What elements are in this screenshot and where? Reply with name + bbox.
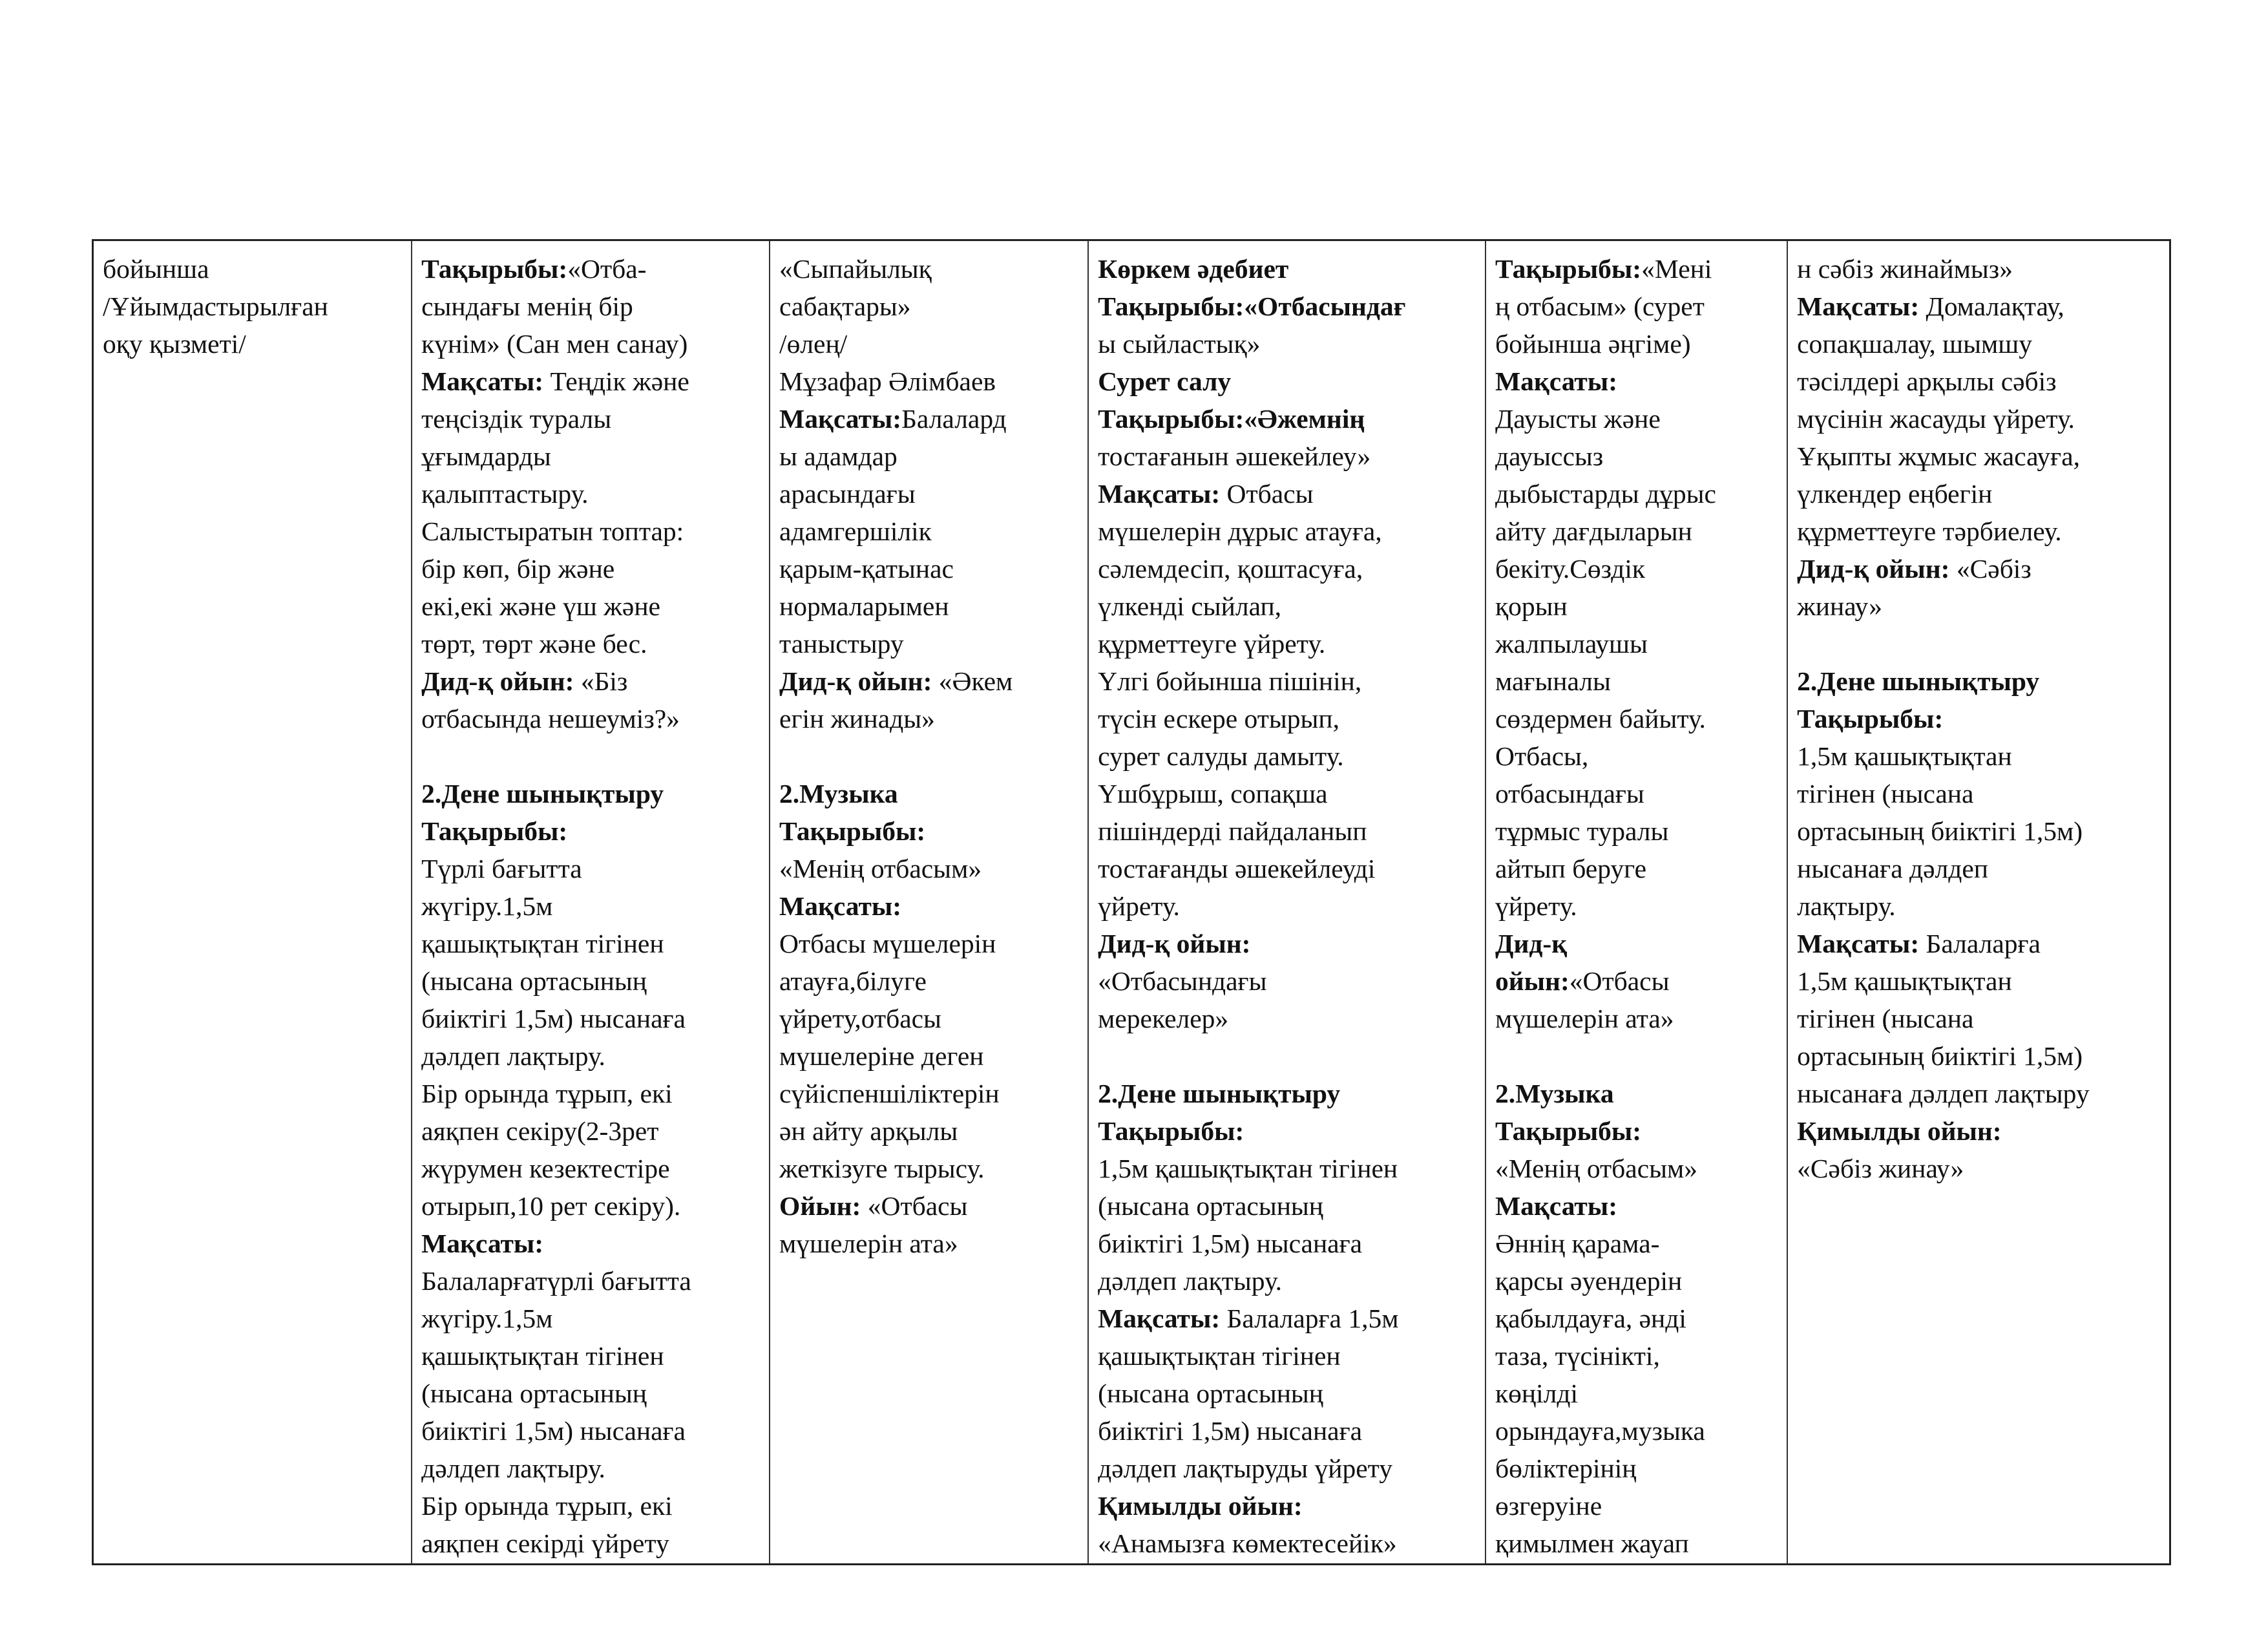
cell-text-line: қашықтықтан тігінен	[1098, 1341, 1341, 1371]
cell-text-line: сындағы менің бір	[421, 291, 633, 321]
cell-text-line	[1495, 962, 1779, 1000]
table-column-5	[1486, 241, 1788, 1563]
cell-text-line: қабылдауға, әнді	[1495, 1304, 1686, 1333]
cell-text-line: Бір орында тұрып, екі	[421, 1491, 673, 1521]
cell-text-line	[1098, 1037, 1477, 1075]
cell-text-line: бойынша әңгіме)	[1495, 329, 1691, 359]
bold-label: Дид-қ ойын:	[779, 666, 932, 696]
cell-text-line: «Отбасындағы	[1098, 966, 1267, 996]
cell-text-line: оқу қызметі/	[103, 329, 246, 359]
cell-text-line: Мұзафар Әлімбаев	[779, 366, 996, 396]
table-column-4	[1089, 241, 1486, 1563]
cell-text-line: аяқпен секірді үйрету	[421, 1528, 669, 1558]
cell-text-line	[779, 400, 1080, 438]
cell-text-line: арасындағы	[779, 479, 916, 509]
cell-text-line: Тақырыбы:	[1098, 1116, 1244, 1146]
cell-text-line: дәлдеп лақтыру.	[1098, 1266, 1282, 1296]
cell-text-line: теңсіздік туралы	[421, 404, 612, 434]
cell-text-line: Тақырыбы:	[421, 816, 568, 846]
cell-text-line: тәсілдері арқылы сәбіз	[1797, 366, 2057, 396]
cell-text-line	[421, 363, 761, 400]
cell-text-line: 2.Музыка	[779, 779, 898, 808]
line-text: Балаларға 1,5м	[1220, 1304, 1399, 1333]
cell-text-line: үйрету,отбасы	[779, 1004, 941, 1033]
cell-text-line: жеткізуге тырысу.	[779, 1154, 985, 1183]
line-text: «Мені	[1641, 254, 1712, 284]
cell-text-line: биіктігі 1,5м) нысанаға	[421, 1416, 686, 1446]
cell-text-line: 2.Музыка	[1495, 1079, 1614, 1108]
cell-text-line: (нысана ортасының	[1098, 1191, 1324, 1221]
cell-text-line: дәлдеп лақтыру.	[421, 1041, 605, 1071]
line-text: «Отбасы	[861, 1191, 968, 1221]
cell-text-line: сурет салуды дамыту.	[1098, 741, 1344, 771]
cell-text-line: Қимылды ойын:	[1098, 1491, 1303, 1521]
cell-text-line: бір көп, бір және	[421, 554, 615, 584]
bold-label: Мақсаты:	[1797, 291, 1920, 321]
cell-text-line: Балаларғатүрлі бағытта	[421, 1266, 691, 1296]
cell-text-line: биіктігі 1,5м) нысанаға	[421, 1004, 686, 1033]
cell-text-line: Тақырыбы:	[779, 816, 926, 846]
cell-text-line	[779, 737, 1080, 775]
cell-text-line: үлкенді сыйлап,	[1098, 591, 1282, 621]
cell-text-line: қашықтықтан тігінен	[421, 929, 664, 958]
cell-text-line: қарым-қатынас	[779, 554, 954, 584]
cell-text-line: жинау»	[1797, 591, 1883, 621]
cell-text-line: Сурет салу	[1098, 366, 1232, 396]
line-text: «Сәбіз	[1949, 554, 2032, 584]
bold-label: Тақырыбы:	[1495, 254, 1642, 284]
cell-text-line: қашықтықтан тігінен	[421, 1341, 664, 1371]
line-text: Отбасы	[1220, 479, 1314, 509]
bold-label: Дид-қ ойын:	[421, 666, 574, 696]
cell-text-line: екі,екі және үш және	[421, 591, 660, 621]
table-column-3	[770, 241, 1089, 1563]
cell-text-line: тігінен (нысана	[1797, 1004, 1974, 1033]
cell-text-line: Ұқыпты жұмыс жасауға,	[1797, 441, 2080, 471]
cell-text-line: Тақырыбы:	[1797, 704, 1944, 734]
cell-text-line: мүшелерін ата»	[1495, 1004, 1674, 1033]
cell-text-line: отбасындағы	[1495, 779, 1644, 808]
cell-text-line: Түрлі бағытта	[421, 854, 582, 883]
cell-text-line: «Сәбіз жинау»	[1797, 1154, 1964, 1183]
cell-text-line: Әннің қарама-	[1495, 1229, 1660, 1258]
cell-text-line: ы сыйластық»	[1098, 329, 1261, 359]
cell-text-line: бекіту.Сөздік	[1495, 554, 1646, 584]
cell-text-line: күнім» (Сан мен санау)	[421, 329, 688, 359]
cell-text-line: ұғымдарды	[421, 441, 551, 471]
cell-text-line: дауыссыз	[1495, 441, 1604, 471]
cell-text-line: мүшелеріне деген	[779, 1041, 984, 1071]
cell-text-line: қарсы әуендерін	[1495, 1266, 1683, 1296]
cell-text-line: дәлдеп лақтыру.	[421, 1453, 605, 1483]
line-text: «Әкем	[932, 666, 1013, 696]
cell-text-line: Бір орында тұрып, екі	[421, 1079, 673, 1108]
cell-text-line: нысанаға дәлдеп лақтыру	[1797, 1079, 2090, 1108]
cell-text-line: егін жинады»	[779, 704, 935, 734]
cell-text-line: Мақсаты:	[1495, 366, 1618, 396]
cell-text-line: 2.Дене шынықтыру	[1797, 666, 2040, 696]
cell-text-line: үлкендер еңбегін	[1797, 479, 1993, 509]
cell-text-line: Үлгі бойынша пішінін,	[1098, 666, 1362, 696]
cell-text-line: таза, түсінікті,	[1495, 1341, 1660, 1371]
cell-text-line: мүсінін жасауды үйрету.	[1797, 404, 2075, 434]
cell-text-line: құрметтеуге үйрету.	[1098, 629, 1326, 659]
cell-text-line: /Ұйымдастырылған	[103, 291, 328, 321]
cell-text-line: мүшелерін ата»	[779, 1229, 958, 1258]
line-text: «Біз	[574, 666, 628, 696]
line-text: «Отбасы	[1569, 966, 1670, 996]
cell-text-line: түсін ескере отырып,	[1098, 704, 1339, 734]
cell-text-line: н сәбіз жинаймыз»	[1797, 254, 2013, 284]
cell-text-line: Дид-қ ойын:	[1098, 929, 1251, 958]
bold-label: Ойын:	[779, 1191, 861, 1221]
line-text: Балаларға	[1919, 929, 2041, 958]
line-text: Теңдік және	[543, 366, 689, 396]
cell-text-line: отбасында нешеуміз?»	[421, 704, 680, 734]
cell-text-line	[1098, 475, 1477, 512]
cell-text-line: мерекелер»	[1098, 1004, 1229, 1033]
cell-text-line: тұрмыс туралы	[1495, 816, 1669, 846]
cell-text-line: Үшбұрыш, сопақша	[1098, 779, 1328, 808]
schedule-table	[92, 239, 2171, 1565]
cell-text-line: 1,5м қашықтықтан тігінен	[1098, 1154, 1398, 1183]
cell-text-line: мағыналы	[1495, 666, 1611, 696]
cell-text-line	[1797, 925, 2161, 962]
cell-text-line	[421, 737, 761, 775]
cell-text-line: жалпылаушы	[1495, 629, 1648, 659]
bold-label: Мақсаты:	[1797, 929, 1920, 958]
cell-text-line: «Менің отбасым»	[779, 854, 982, 883]
cell-text-line: айтып беруге	[1495, 854, 1647, 883]
cell-text-line: отырып,10 рет секіру).	[421, 1191, 681, 1221]
cell-text-line: қимылмен жауап	[1495, 1528, 1689, 1558]
bold-label: Дид-қ ойын:	[1797, 554, 1950, 584]
line-text: Домалақтау,	[1919, 291, 2064, 321]
table-column-2	[412, 241, 770, 1563]
cell-text-line: биіктігі 1,5м) нысанаға	[1098, 1229, 1363, 1258]
cell-text-line: 2.Дене шынықтыру	[421, 779, 664, 808]
cell-text-line: сабақтары»	[779, 291, 911, 321]
cell-text-line: үйрету.	[1495, 891, 1577, 921]
table-column-6	[1788, 241, 2169, 1563]
cell-text-line: Мақсаты:	[779, 891, 902, 921]
cell-text-line: «Анамызға көмектесейік»	[1098, 1528, 1397, 1558]
bold-label: Мақсаты:	[1098, 1304, 1221, 1333]
cell-text-line	[1797, 550, 2161, 587]
cell-text-line: нысанаға дәлдеп	[1797, 854, 1988, 883]
cell-text-line: таныстыру	[779, 629, 904, 659]
cell-text-line: Дауысты және	[1495, 404, 1661, 434]
cell-text-line: тостағанды әшекейлеуді	[1098, 854, 1376, 883]
cell-text-line: дәлдеп лақтыруды үйрету	[1098, 1453, 1392, 1483]
cell-text-line: «Сыпайылық	[779, 254, 932, 284]
cell-text-line: Мақсаты:	[421, 1229, 544, 1258]
cell-text-line: пішіндерді пайдаланып	[1098, 816, 1367, 846]
cell-text-line	[421, 250, 761, 288]
cell-text-line	[779, 662, 1080, 700]
cell-text-line: Салыстыратын топтар:	[421, 516, 684, 546]
cell-text-line: Тақырыбы:«Әжемнің	[1098, 404, 1365, 434]
cell-text-line: 1,5м қашықтықтан	[1797, 966, 2012, 996]
cell-text-line: өзгеруіне	[1495, 1491, 1602, 1521]
cell-text-line: үйрету.	[1098, 891, 1180, 921]
cell-text-line: ән айту арқылы	[779, 1116, 958, 1146]
cell-text-line	[1797, 625, 2161, 662]
cell-text-line: 1,5м қашықтықтан	[1797, 741, 2012, 771]
cell-text-line: жүгіру.1,5м	[421, 891, 553, 921]
cell-text-line	[1495, 1037, 1779, 1075]
cell-text-line: атауға,білуге	[779, 966, 927, 996]
bold-label: ойын:	[1495, 966, 1570, 996]
cell-text-line: жүрумен кезектестіре	[421, 1154, 670, 1183]
cell-text-line: биіктігі 1,5м) нысанаға	[1098, 1416, 1363, 1446]
bold-label: Мақсаты:	[1098, 479, 1221, 509]
cell-text-line: адамгершілік	[779, 516, 932, 546]
cell-text-line: төрт, төрт және бес.	[421, 629, 647, 659]
cell-text-line: қорын	[1495, 591, 1568, 621]
line-text: Балалард	[901, 404, 1007, 434]
cell-text-line: (нысана ортасының	[1098, 1379, 1324, 1408]
cell-text-line	[1098, 1300, 1477, 1337]
cell-text-line: ортасының биіктігі 1,5м)	[1797, 1041, 2083, 1071]
cell-text-line: Көркем әдебиет	[1098, 254, 1289, 284]
cell-text-line	[779, 1187, 1080, 1225]
cell-text-line: сүйіспеншіліктерін	[779, 1079, 1000, 1108]
cell-text-line: (нысана ортасының	[421, 1379, 647, 1408]
cell-text-line: сопақшалау, шымшу	[1797, 329, 2032, 359]
cell-text-line: мүшелерін дұрыс атауға,	[1098, 516, 1382, 546]
cell-text-line: ортасының биіктігі 1,5м)	[1797, 816, 2083, 846]
cell-text-line: (нысана ортасының	[421, 966, 647, 996]
cell-text-line: орындауға,музыка	[1495, 1416, 1705, 1446]
cell-text-line: құрметтеуге тәрбиелеу.	[1797, 516, 2062, 546]
cell-text-line: нормаларымен	[779, 591, 949, 621]
table-column-1	[94, 241, 412, 1563]
cell-text-line: Отбасы мүшелерін	[779, 929, 996, 958]
cell-text-line	[421, 662, 761, 700]
cell-text-line: Тақырыбы:«Отбасындағ	[1098, 291, 1406, 321]
cell-text-line: Тақырыбы:	[1495, 1116, 1642, 1146]
cell-text-line: лақтыру.	[1797, 891, 1896, 921]
cell-text-line: қалыптастыру.	[421, 479, 589, 509]
cell-text-line: тігінен (нысана	[1797, 779, 1974, 808]
cell-text-line: жүгіру.1,5м	[421, 1304, 553, 1333]
line-text: «Отба-	[567, 254, 647, 284]
cell-text-line: сәлемдесіп, қоштасуға,	[1098, 554, 1363, 584]
cell-text-line: ы адамдар	[779, 441, 898, 471]
cell-text-line: Отбасы,	[1495, 741, 1589, 771]
bold-label: Тақырыбы:	[421, 254, 568, 284]
cell-text-line: «Менің отбасым»	[1495, 1154, 1698, 1183]
cell-text-line: 2.Дене шынықтыру	[1098, 1079, 1341, 1108]
cell-text-line: көңілді	[1495, 1379, 1578, 1408]
cell-text-line: сөздермен байыту.	[1495, 704, 1706, 734]
bold-label: Мақсаты:	[779, 404, 902, 434]
cell-text-line	[1797, 288, 2161, 325]
bold-label: Мақсаты:	[421, 366, 544, 396]
cell-text-line	[1495, 250, 1779, 288]
cell-text-line: Дид-қ	[1495, 929, 1568, 958]
cell-text-line: Қимылды ойын:	[1797, 1116, 2002, 1146]
cell-text-line: Мақсаты:	[1495, 1191, 1618, 1221]
cell-text-line: бөліктерінің	[1495, 1453, 1637, 1483]
cell-text-line: ң отбасым» (сурет	[1495, 291, 1705, 321]
cell-text-line: айту дағдыларын	[1495, 516, 1692, 546]
cell-text-line: бойынша	[103, 254, 209, 284]
cell-text-line: дыбыстарды дұрыс	[1495, 479, 1716, 509]
cell-text-line: /өлең/	[779, 329, 848, 359]
cell-text-line: аяқпен секіру(2-3рет	[421, 1116, 659, 1146]
cell-text-line: тостағанын әшекейлеу»	[1098, 441, 1371, 471]
